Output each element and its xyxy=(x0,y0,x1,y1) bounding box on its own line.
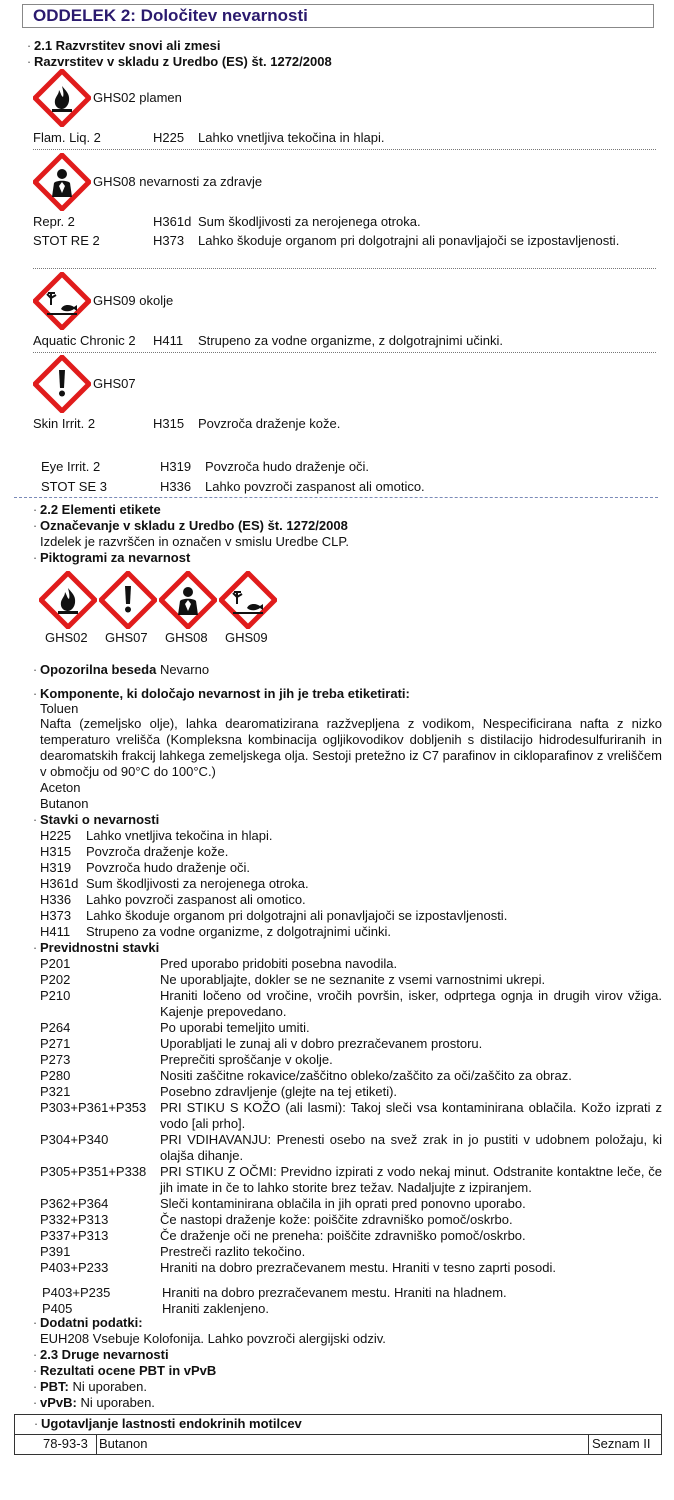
hazard-text: Sum škodljivosti za nerojenega otroka. xyxy=(198,214,421,229)
pictogram-label: GHS09 okolje xyxy=(93,293,174,308)
substance-name: Butanon xyxy=(99,1436,148,1451)
hazard-text: Povzroča hudo draženje oči. xyxy=(205,459,370,474)
hazard-text: Strupeno za vodne organizme, z dolgotrajnimi učinki. xyxy=(198,333,503,348)
hazard-code: H361d xyxy=(153,214,192,229)
precaution-code: P362+P364 xyxy=(40,1196,109,1211)
hazard-statement-code: H319 xyxy=(40,860,72,875)
bullet: · xyxy=(33,1416,39,1431)
precaution-text: PRI STIKU S KOŽO (ali lasmi): Takoj sleči vsa kontaminirana oblačila. Kožo izprati z vodo [ali prho]. xyxy=(160,1100,662,1131)
precaution-text: Pred uporabo pridobiti posebna navodila. xyxy=(160,956,398,971)
precaution-code: P337+P313 xyxy=(40,1228,109,1243)
hazard-text: Lahko povzroči zaspanost ali omotico. xyxy=(205,479,425,494)
section-divider xyxy=(14,497,658,498)
precaution-text: Po uporabi temeljito umiti. xyxy=(160,1020,310,1035)
pictogram-label: GHS02 plamen xyxy=(93,90,182,105)
precaution-text: Če nastopi draženje kože: poiščite zdravniško pomoč/oskrbo. xyxy=(160,1212,513,1227)
environment-icon xyxy=(33,272,91,330)
hazard-code: H225 xyxy=(153,130,185,145)
precaution-code: P264 xyxy=(40,1020,71,1035)
signal-word: Nevarno xyxy=(159,662,210,677)
hazard-statement-code: H225 xyxy=(40,828,72,843)
hazard-statement-text: Lahko vnetljiva tekočina in hlapi. xyxy=(86,828,273,843)
precaution-code: P391 xyxy=(40,1244,71,1259)
hazard-statement-text: Strupeno za vodne organizme, z dolgotrajnimi učinki. xyxy=(86,924,391,939)
bullet: · xyxy=(26,54,32,69)
endocrine-title: Ugotavljanje lastnosti endokrinih motilcev xyxy=(41,1416,302,1431)
precautionary-statements-title: Previdnostni stavki xyxy=(40,940,160,955)
bullet: · xyxy=(32,550,38,565)
bullet: · xyxy=(26,38,32,53)
precaution-text: Hraniti ločeno od vročine, vročih površin, isker, odprtega ognja in drugih virov vžiga. Kajenje prepovedano. xyxy=(160,988,662,1019)
vpvb-label: vPvB: xyxy=(40,1395,77,1410)
precaution-text: Hraniti na dobro prezračevanem mestu. Hraniti v tesno zaprti posodi. xyxy=(160,1260,556,1275)
bullet: · xyxy=(32,502,38,517)
exclamation-icon xyxy=(99,571,157,629)
pbt-value: Ni uporaben. xyxy=(72,1379,147,1394)
additional-info-text: EUH208 Vsebuje Kolofonija. Lahko povzroči alergijski odziv. xyxy=(40,1331,386,1346)
hazard-code: H336 xyxy=(160,479,192,494)
subsection-title-2-3: 2.3 Druge nevarnosti xyxy=(40,1347,169,1362)
pictogram-label: GHS08 nevarnosti za zdravje xyxy=(93,174,263,189)
bullet: · xyxy=(32,1347,38,1362)
precaution-code: P304+P340 xyxy=(40,1132,109,1147)
hazard-statement-text: Lahko škoduje organom pri dolgotrajni ali ponavljajoči se izpostavljenosti. xyxy=(86,908,508,923)
pictogram-code: GHS09 xyxy=(225,630,268,645)
labelling-text: Izdelek je razvrščen in označen v smislu Uredbe CLP. xyxy=(40,534,350,549)
bullet: · xyxy=(32,1395,38,1410)
bullet: · xyxy=(32,812,38,827)
divider xyxy=(33,149,656,150)
precaution-text: Če draženje oči ne preneha: poiščite zdravniško pomoč/oskrbo. xyxy=(160,1228,526,1243)
hazard-statement-text: Sum škodljivosti za nerojenega otroka. xyxy=(86,876,309,891)
hazard-code: H373 xyxy=(153,233,185,248)
precaution-text: Ne uporabljajte, dokler se ne seznanite z vsemi varnostnimi ukrepi. xyxy=(160,972,546,987)
table-rule xyxy=(15,1434,661,1435)
hazard-statement-code: H411 xyxy=(40,924,71,939)
additional-info-title: Dodatni podatki: xyxy=(40,1315,143,1330)
hazard-code: H411 xyxy=(153,333,184,348)
precaution-code: P202 xyxy=(40,972,71,987)
environment-icon xyxy=(219,571,277,629)
hazard-class: Aquatic Chronic 2 xyxy=(33,333,136,348)
bullet: · xyxy=(32,662,38,677)
hazard-statement-code: H373 xyxy=(40,908,72,923)
bullet: · xyxy=(32,1315,38,1330)
precaution-text: Posebno zdravljenje (glejte na tej etiketi). xyxy=(160,1084,398,1099)
hazard-class: Skin Irrit. 2 xyxy=(33,416,96,431)
section-title: ODDELEK 2: Določitev nevarnosti xyxy=(33,6,308,25)
hazard-class: STOT SE 3 xyxy=(41,479,107,494)
hazard-statement-text: Povzroča draženje kože. xyxy=(86,844,229,859)
hazard-class: Flam. Liq. 2 xyxy=(33,130,101,145)
precaution-code: P321 xyxy=(40,1084,71,1099)
precaution-code: P271 xyxy=(40,1036,71,1051)
endocrine-table xyxy=(14,1414,662,1455)
hazard-statement-text: Povzroča hudo draženje oči. xyxy=(86,860,251,875)
vpvb-value: Ni uporaben. xyxy=(80,1395,155,1410)
precaution-code: P403+P235 xyxy=(42,1285,111,1300)
cas-number: 78-93-3 xyxy=(43,1436,88,1451)
pictogram-code: GHS08 xyxy=(165,630,208,645)
health-hazard-icon xyxy=(33,153,91,211)
bullet: · xyxy=(32,940,38,955)
table-rule xyxy=(96,1434,97,1455)
health-hazard-icon xyxy=(159,571,217,629)
divider xyxy=(33,268,656,269)
bullet: · xyxy=(32,1363,38,1378)
precaution-text: PRI STIKU Z OČMI: Previdno izpirati z vodo nekaj minut. Odstranite kontaktne leče, če jih imate in če to lahko storite brez težav. Nadaljujte z izpiranjem. xyxy=(160,1164,662,1195)
hazard-class: STOT RE 2 xyxy=(33,233,100,248)
pictogram-code: GHS07 xyxy=(105,630,148,645)
precaution-code: P303+P361+P353 xyxy=(40,1100,147,1115)
subsection-title-2-2: 2.2 Elementi etikete xyxy=(40,502,161,517)
hazard-text: Povzroča draženje kože. xyxy=(198,416,341,431)
bullet: · xyxy=(32,1379,38,1394)
hazard-code: H319 xyxy=(160,459,192,474)
precaution-text: Sleči kontaminirana oblačila in jih oprati pred ponovno uporabo. xyxy=(160,1196,526,1211)
precaution-code: P403+P233 xyxy=(40,1260,109,1275)
pictogram-label: GHS07 xyxy=(93,376,136,391)
bullet: · xyxy=(32,686,38,701)
component-item: Butanon xyxy=(40,796,89,811)
precaution-code: P405 xyxy=(42,1301,73,1316)
hazard-class: Eye Irrit. 2 xyxy=(41,459,101,474)
precaution-text: Prestreči razlito tekočino. xyxy=(160,1244,306,1259)
signal-word-line xyxy=(40,662,209,677)
precaution-text: Nositi zaščitne rokavice/zaščitno obleko/zaščito za oči/zaščito za obraz. xyxy=(160,1068,572,1083)
exclamation-icon xyxy=(33,355,91,413)
divider xyxy=(33,352,656,353)
table-rule xyxy=(588,1434,589,1455)
subsection-title-2-1: 2.1 Razvrstitev snovi ali zmesi xyxy=(34,38,221,53)
section-header xyxy=(22,4,654,28)
classification-regulation: Razvrstitev v skladu z Uredbo (ES) št. 1272/2008 xyxy=(34,54,332,69)
hazard-class: Repr. 2 xyxy=(33,214,75,229)
hazard-statement-code: H361d xyxy=(40,876,79,891)
pictograms-title: Piktogrami za nevarnost xyxy=(40,550,191,565)
component-item: Aceton xyxy=(40,780,81,795)
hazard-statement-code: H336 xyxy=(40,892,72,907)
precaution-code: P280 xyxy=(40,1068,71,1083)
components-title: Komponente, ki določajo nevarnost in jih je treba etiketirati: xyxy=(40,686,410,701)
pbt-line xyxy=(40,1379,147,1394)
precaution-text: Hraniti na dobro prezračevanem mestu. Hraniti na hladnem. xyxy=(162,1285,507,1300)
precaution-text: Uporabljati le zunaj ali v dobro prezračevanem prostoru. xyxy=(160,1036,483,1051)
hazard-code: H315 xyxy=(153,416,185,431)
precaution-code: P305+P351+P338 xyxy=(40,1164,147,1179)
hazard-text: Lahko vnetljiva tekočina in hlapi. xyxy=(198,130,385,145)
pictogram-code: GHS02 xyxy=(45,630,88,645)
precaution-code: P273 xyxy=(40,1052,71,1067)
precaution-text: Preprečiti sproščanje v okolje. xyxy=(160,1052,333,1067)
component-item: Nafta (zemeljsko olje), lahka dearomatizirana razžvepljena z vodikom, Nespecificirana nafta z nizko temperaturo vrelišča (Kompleksna kombinacija ogljikovodikov dobljenih s distilacijo hidrodesulfuriranih in dearomatskih frakcij lahkega zemeljskega olja. Sestoji pretežno iz C7 parafinov in cikloparafinov z vreliščem v območju od 90°C do 100°C.) xyxy=(40,716,662,779)
list-name: Seznam II xyxy=(592,1436,651,1451)
bullet: · xyxy=(32,518,38,533)
flame-icon xyxy=(33,69,91,127)
vpvb-line xyxy=(40,1395,155,1410)
component-item: Toluen xyxy=(40,701,79,716)
hazard-text: Lahko škoduje organom pri dolgotrajni ali ponavljajoči se izpostavljenosti. xyxy=(198,233,620,248)
pbt-label: PBT: xyxy=(40,1379,69,1394)
hazard-statement-text: Lahko povzroči zaspanost ali omotico. xyxy=(86,892,306,907)
precaution-code: P201 xyxy=(40,956,71,971)
signal-word-label: Opozorilna beseda xyxy=(40,662,157,677)
hazard-statement-code: H315 xyxy=(40,844,72,859)
precaution-text: Hraniti zaklenjeno. xyxy=(162,1301,269,1316)
precaution-code: P332+P313 xyxy=(40,1212,109,1227)
pbt-title: Rezultati ocene PBT in vPvB xyxy=(40,1363,217,1378)
hazard-statements-title: Stavki o nevarnosti xyxy=(40,812,160,827)
precaution-code: P210 xyxy=(40,988,71,1003)
precaution-text: PRI VDIHAVANJU: Prenesti osebo na svež zrak in jo pustiti v udobnem položaju, ki olajša dihanje. xyxy=(160,1132,662,1163)
labelling-regulation: Označevanje v skladu z Uredbo (ES) št. 1272/2008 xyxy=(40,518,348,533)
flame-icon xyxy=(39,571,97,629)
